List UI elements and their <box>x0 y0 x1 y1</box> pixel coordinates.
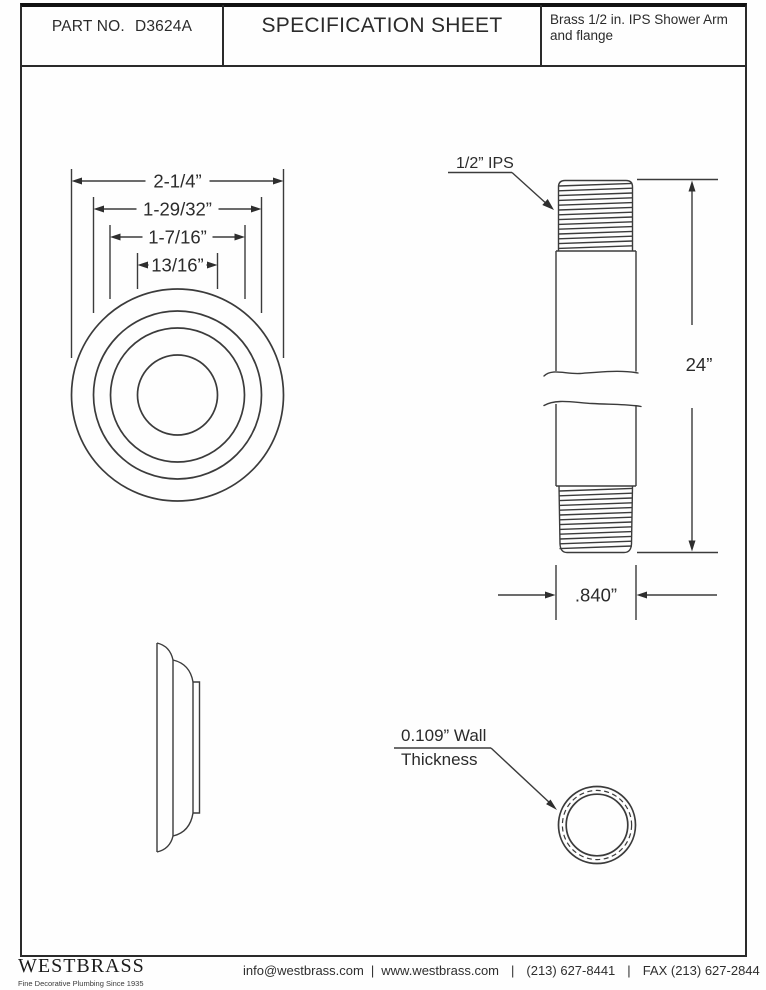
flange-front-view <box>72 169 284 501</box>
product-description: Brass 1/2 in. IPS Shower Arm and flange <box>550 12 728 43</box>
arrow-right-icon <box>545 592 556 599</box>
contact-phone: (213) 627-8441 <box>526 963 616 978</box>
wall-thickness-detail <box>394 726 636 864</box>
separator: | <box>627 963 631 978</box>
dimension-third-diameter <box>110 227 245 248</box>
sheet-title-cell <box>224 5 540 74</box>
contact-info <box>243 963 760 978</box>
tube-dashed-circle <box>562 790 631 859</box>
dim-13-16: 13/16” <box>151 254 204 276</box>
part-number-value: D3624A <box>134 18 193 35</box>
arrow-right-icon <box>251 206 262 213</box>
arrow-left-icon <box>138 262 149 269</box>
dimension-pipe-length <box>637 180 718 553</box>
dim-1-29-32: 1-29/32” <box>143 198 212 220</box>
contact-email: info@westbrass.com <box>243 963 364 978</box>
dim-24: 24” <box>685 354 713 375</box>
logo-tagline: Fine Decorative Plumbing Since 1935 <box>18 979 144 988</box>
thread-size-label: 1/2” IPS <box>456 155 514 172</box>
flange-second-circle <box>94 311 262 479</box>
break-line-lower <box>544 401 641 406</box>
separator: | <box>511 963 515 978</box>
arrow-right-icon <box>273 178 284 185</box>
arrow-left-icon <box>637 592 648 599</box>
wall-thickness-label-line2: Thickness <box>401 750 478 769</box>
shower-arm-view <box>448 155 718 620</box>
part-number-label: PART NO. <box>51 18 125 35</box>
separator: | <box>370 963 375 978</box>
flange-third-circle <box>111 328 245 462</box>
arrow-right-icon <box>207 262 218 269</box>
contact-website: www.westbrass.com <box>381 963 499 978</box>
contact-fax: FAX (213) 627-2844 <box>642 963 760 978</box>
dim-1-7-16: 1-7/16” <box>148 226 207 248</box>
wall-thickness-label-line1: 0.109” Wall <box>401 726 487 745</box>
technical-drawing <box>20 67 745 952</box>
arrow-left-icon <box>110 234 121 241</box>
top-thread-lines <box>559 183 633 248</box>
sheet-title: SPECIFICATION SHEET <box>261 14 503 37</box>
bottom-thread-lines <box>560 488 633 548</box>
dimension-inner-diameter <box>138 255 218 276</box>
flange-outer-circle <box>72 289 284 501</box>
flange-inner-circle <box>138 355 218 435</box>
thread-size-callout <box>448 155 554 210</box>
company-logo <box>18 955 145 988</box>
arrow-down-icon <box>689 541 696 552</box>
tube-inner-circle <box>566 794 628 856</box>
dim-840: .840” <box>574 584 618 606</box>
break-line-upper <box>544 371 638 376</box>
dimension-outer-diameter <box>72 171 284 192</box>
logo-wordmark: WESTBRASS <box>18 955 145 977</box>
flange-side-view <box>157 643 200 852</box>
arrow-up-icon <box>689 181 696 192</box>
dimension-second-diameter <box>94 199 262 220</box>
header-cell-divider-2 <box>540 5 542 66</box>
product-description-cell <box>550 5 736 72</box>
arrow-left-icon <box>72 178 83 185</box>
dimension-pipe-od <box>498 565 717 620</box>
arrow-left-icon <box>94 206 105 213</box>
dim-2-1-4: 2-1/4” <box>153 170 202 192</box>
arrow-right-icon <box>235 234 246 241</box>
tube-outer-circle <box>559 787 636 864</box>
